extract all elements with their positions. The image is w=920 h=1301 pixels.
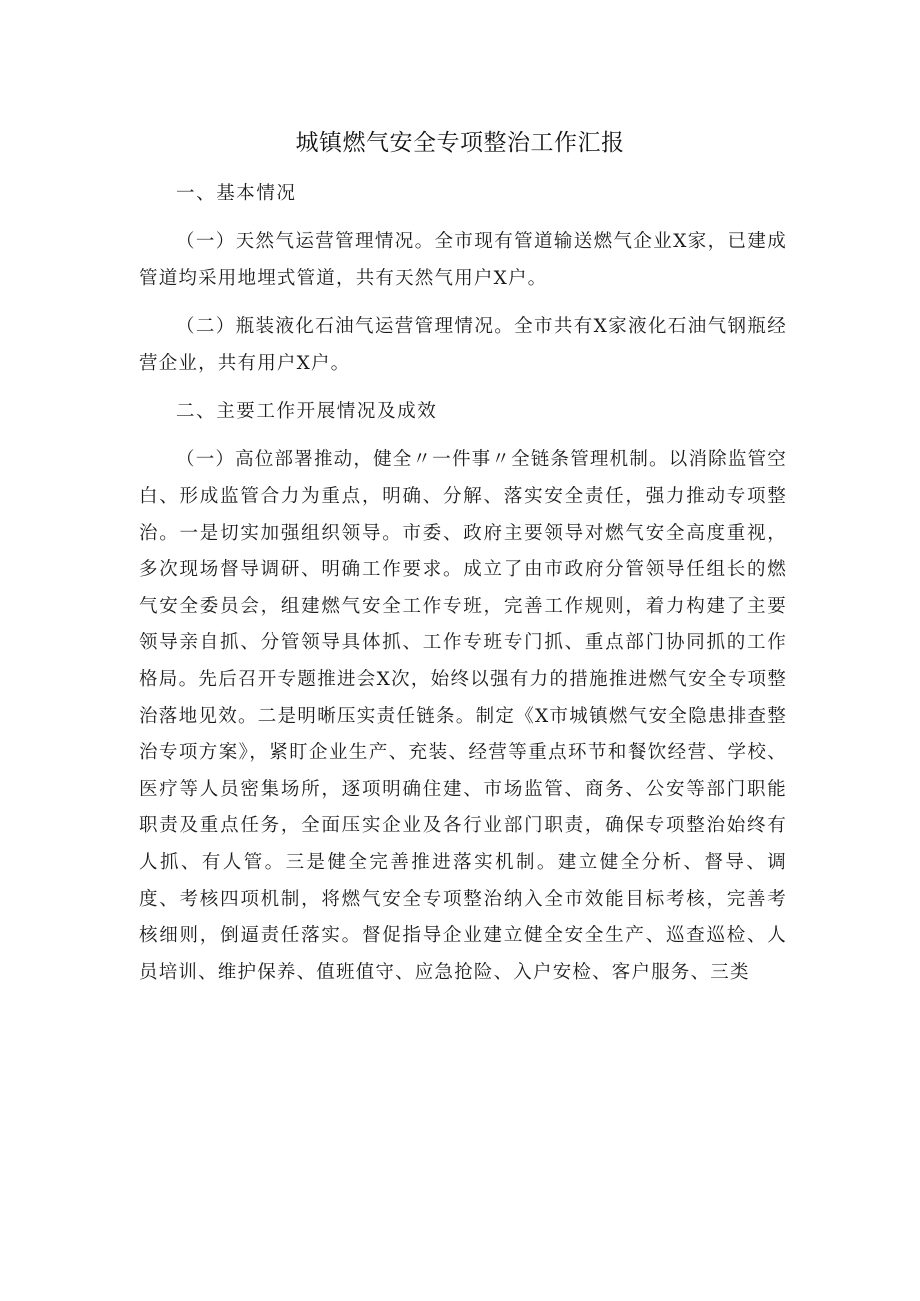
paragraph-deployment: （一）高位部署推动，健全〃一件事〃全链条管理机制。以消除监管空白、形成监管合力为重点，明确、分解、落实安全责任，强力推动专项整治。一是切实加强组织领导。市委、政府主要领导对燃气安全高度重视，多次现场督导调研、明确工作要求。成立了由市政府分管领导任组长的燃气安全委员会，组建燃气安全工作专班，完善工作规则，着力构建了主要领导亲自抓、分管领导具体抓、工作专班专门抓、重点部门协同抓的工作格局。先后召开专题推进会X次，始终以强有力的措施推进燃气安全专项整治落地见效。二是明晰压实责任链条。制定《X市城镇燃气安全隐患排查整治专项方案》，紧盯企业生产、充装、经营等重点环节和餐饮经营、学校、医疗等人员密集场所，逐项明确住建、市场监管、商务、公安等部门职能职责及重点任务，全面压实企业及各行业部门职责，确保专项整治始终有人抓、有人管。三是健全完善推进落实机制。建立健全分析、督导、调度、考核四项机制，将燃气安全专项整治纳入全市效能目标考核，完善考核细则，倒逼责任落实。督促指导企业建立健全安全生产、巡查巡检、人员培训、维护保养、值班值守、应急抢险、入户安检、客户服务、三类 bbox=[139, 449, 787, 983]
document-title: 城镇燃气安全专项整治工作汇报 bbox=[295, 130, 625, 156]
section-heading-basic-situation: 一、基本情况 bbox=[176, 183, 297, 204]
paragraph-natural-gas: （一）天然气运营管理情况。全市现有管道输送燃气企业X家，已建成管道均采用地埋式管道，共有天然气用户X户。 bbox=[139, 231, 787, 289]
document-body bbox=[139, 176, 787, 991]
section-heading-main-work: 二、主要工作开展情况及成效 bbox=[176, 401, 438, 423]
paragraph-lpg: （二）瓶装液化石油气运营管理情况。全市共有X家液化石油气钢瓶经营企业，共有用户X户。 bbox=[139, 316, 787, 374]
